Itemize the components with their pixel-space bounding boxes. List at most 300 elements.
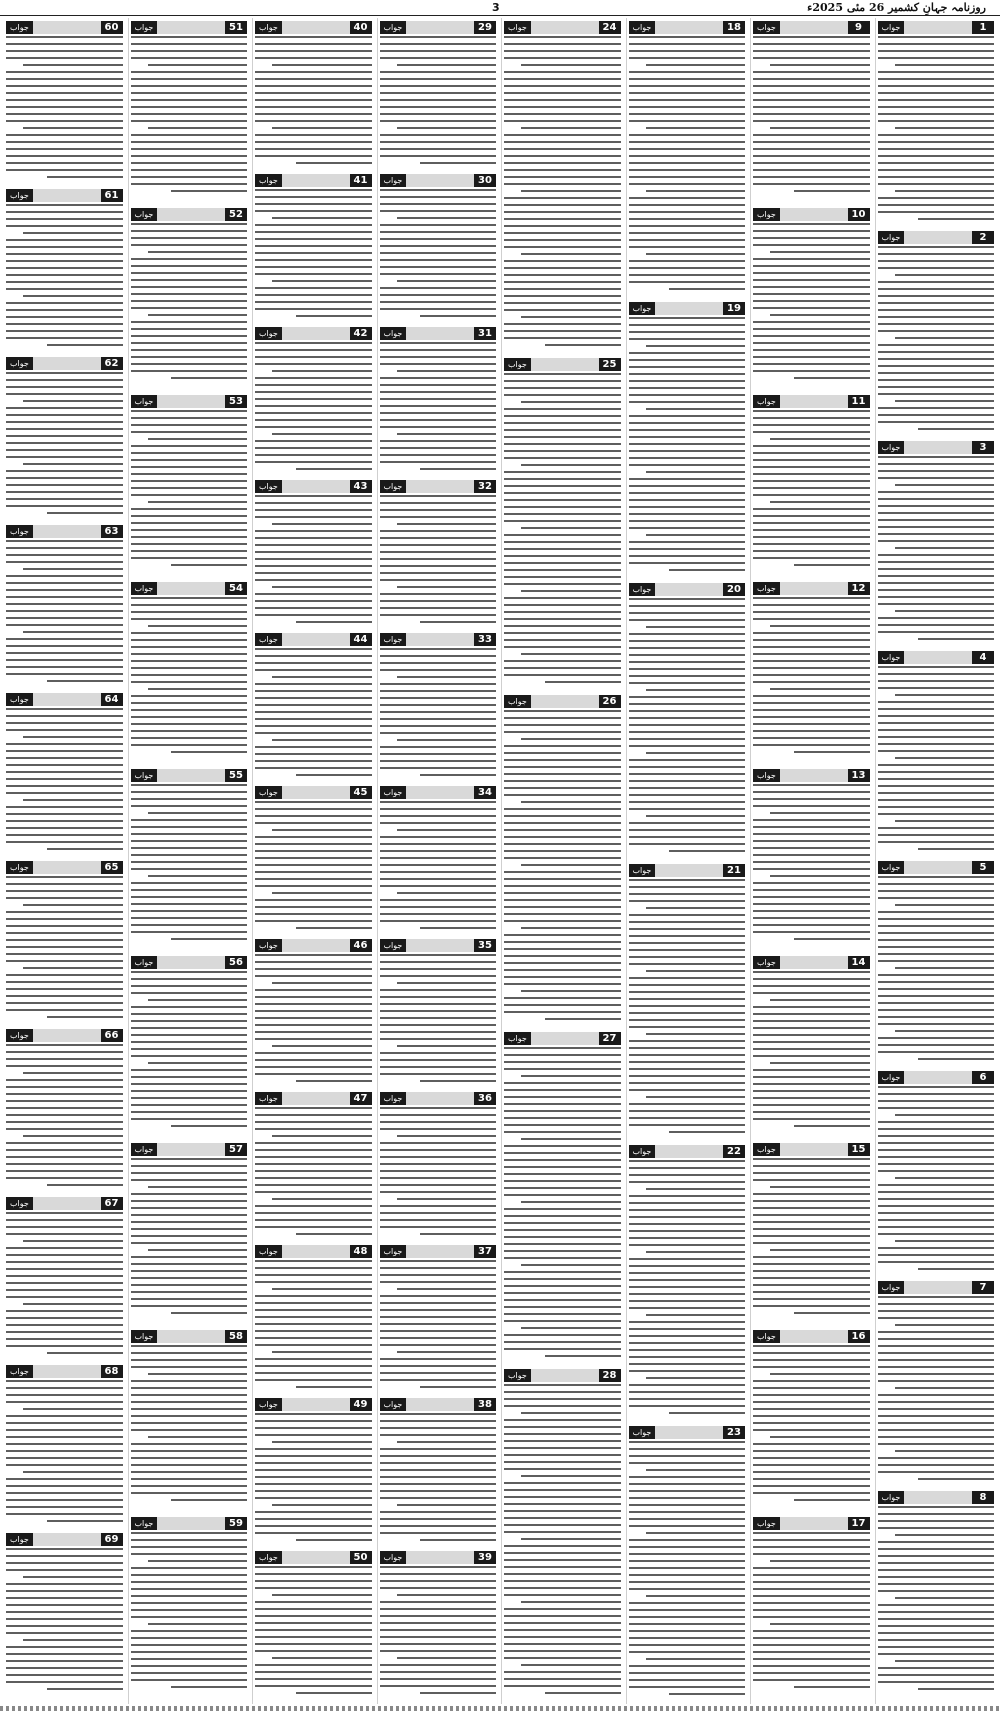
- text-line: [255, 808, 372, 810]
- text-line: [629, 1272, 746, 1274]
- text-line: [878, 1093, 995, 1095]
- text-line: [380, 607, 497, 609]
- text-line: [878, 834, 995, 836]
- text-line: [629, 612, 746, 614]
- question-header-bar: [157, 956, 225, 969]
- text-line: [629, 562, 746, 564]
- text-line: [255, 238, 372, 240]
- text-line: [255, 1226, 372, 1228]
- text-line: [131, 148, 248, 150]
- question-number: 61: [101, 189, 123, 202]
- text-line: [380, 1337, 497, 1339]
- text-line: [131, 903, 248, 905]
- question-block: [878, 228, 995, 438]
- text-line: [753, 1644, 870, 1646]
- text-line: [380, 864, 497, 866]
- question-number: 35: [474, 939, 496, 952]
- column: [377, 18, 499, 1704]
- text-line: [131, 1076, 248, 1078]
- answer-badge: جواب: [255, 786, 282, 799]
- text-line: [878, 981, 995, 983]
- text-line: [753, 1069, 870, 1071]
- text-line: [255, 99, 372, 101]
- text-line: [504, 1004, 621, 1006]
- text-line: [296, 927, 372, 929]
- text-line: [753, 1408, 870, 1410]
- text-line: [504, 485, 621, 487]
- question-number: 48: [350, 1245, 372, 1258]
- text-line: [504, 555, 621, 557]
- text-line: [629, 1209, 746, 1211]
- text-line: [878, 1296, 995, 1298]
- text-line: [380, 231, 497, 233]
- text-line: [504, 1054, 621, 1056]
- text-line: [6, 652, 123, 654]
- text-line: [255, 1622, 372, 1624]
- text-line: [255, 301, 372, 303]
- text-line: [753, 169, 870, 171]
- text-line: [255, 106, 372, 108]
- text-line: [504, 1510, 621, 1512]
- text-line: [272, 1045, 371, 1047]
- text-line: [6, 813, 123, 815]
- question-block: [255, 936, 372, 1089]
- question-number: 28: [599, 1369, 621, 1382]
- answer-text: [131, 223, 248, 392]
- question-number: 51: [225, 21, 247, 34]
- answer-text: [380, 1107, 497, 1242]
- text-line: [397, 1135, 496, 1137]
- text-line: [646, 1251, 745, 1253]
- text-line: [272, 1657, 371, 1659]
- text-line: [878, 631, 995, 633]
- text-line: [878, 883, 995, 885]
- text-line: [255, 36, 372, 38]
- text-line: [380, 1107, 497, 1109]
- text-line: [272, 1288, 371, 1290]
- text-line: [753, 349, 870, 351]
- text-line: [380, 1685, 497, 1687]
- question-block: [878, 438, 995, 648]
- text-line: [629, 1342, 746, 1344]
- text-line: [753, 1492, 870, 1494]
- question-block: [131, 1140, 248, 1327]
- text-line: [255, 1330, 372, 1332]
- text-line: [629, 977, 746, 979]
- text-line: [753, 709, 870, 711]
- text-line: [380, 530, 497, 532]
- question-header: [131, 21, 248, 34]
- text-line: [255, 1059, 372, 1061]
- text-line: [23, 799, 122, 801]
- text-line: [629, 1082, 746, 1084]
- text-line: [878, 785, 995, 787]
- question-block: [6, 354, 123, 522]
- text-line: [171, 1125, 247, 1127]
- text-line: [131, 737, 248, 739]
- text-line: [6, 890, 123, 892]
- question-header-bar: [33, 1365, 101, 1378]
- text-line: [397, 1198, 496, 1200]
- text-line: [878, 799, 995, 801]
- text-line: [753, 730, 870, 732]
- text-line: [255, 1212, 372, 1214]
- text-line: [6, 1212, 123, 1214]
- text-line: [878, 288, 995, 290]
- text-line: [131, 244, 248, 246]
- question-number: 33: [474, 633, 496, 646]
- text-line: [629, 1363, 746, 1365]
- text-line: [380, 1664, 497, 1666]
- text-line: [131, 176, 248, 178]
- text-line: [380, 1358, 497, 1360]
- text-line: [255, 113, 372, 115]
- question-header: [255, 327, 372, 340]
- question-header: [878, 861, 995, 874]
- question-header: [878, 651, 995, 664]
- text-line: [131, 1658, 248, 1660]
- text-line: [420, 927, 496, 929]
- text-line: [380, 1330, 497, 1332]
- text-line: [255, 294, 372, 296]
- text-line: [753, 71, 870, 73]
- text-line: [504, 1299, 621, 1301]
- question-header: [6, 357, 123, 370]
- text-line: [629, 696, 746, 698]
- text-line: [504, 1587, 621, 1589]
- text-line: [255, 203, 372, 205]
- text-line: [878, 155, 995, 157]
- question-header: [6, 1365, 123, 1378]
- text-line: [255, 1497, 372, 1499]
- text-line: [753, 1235, 870, 1237]
- question-block: [255, 477, 372, 630]
- question-header: [255, 1551, 372, 1564]
- text-line: [397, 1504, 496, 1506]
- question-header: [753, 956, 870, 969]
- text-line: [629, 232, 746, 234]
- question-number: 46: [350, 939, 372, 952]
- text-line: [397, 523, 496, 525]
- text-line: [6, 785, 123, 787]
- text-line: [878, 1611, 995, 1613]
- text-line: [878, 512, 995, 514]
- text-line: [131, 716, 248, 718]
- text-line: [629, 155, 746, 157]
- text-line: [770, 314, 869, 316]
- text-line: [629, 1265, 746, 1267]
- answer-text: [753, 410, 870, 579]
- question-number: 64: [101, 693, 123, 706]
- text-line: [131, 1609, 248, 1611]
- question-header: [380, 327, 497, 340]
- answer-text: [380, 1413, 497, 1548]
- text-line: [6, 617, 123, 619]
- text-line: [878, 134, 995, 136]
- text-line: [6, 778, 123, 780]
- text-line: [131, 992, 248, 994]
- question-header-bar: [33, 1533, 101, 1546]
- text-line: [23, 1303, 122, 1305]
- text-line: [918, 1058, 994, 1060]
- text-line: [255, 1017, 372, 1019]
- text-line: [878, 120, 995, 122]
- text-line: [255, 502, 372, 504]
- text-line: [753, 1158, 870, 1160]
- question-header-bar: [33, 357, 101, 370]
- text-line: [6, 1681, 123, 1683]
- text-line: [131, 1464, 248, 1466]
- question-header: [380, 1092, 497, 1105]
- text-line: [255, 530, 372, 532]
- text-line: [380, 975, 497, 977]
- text-line: [6, 218, 123, 220]
- text-line: [380, 1128, 497, 1130]
- text-line: [255, 461, 372, 463]
- text-line: [255, 1128, 372, 1130]
- question-header-bar: [780, 1517, 848, 1530]
- text-line: [878, 1135, 995, 1137]
- question-block: [878, 648, 995, 858]
- text-line: [878, 1219, 995, 1221]
- question-block: [753, 1327, 870, 1514]
- text-line: [131, 370, 248, 372]
- text-line: [131, 910, 248, 912]
- text-line: [878, 1191, 995, 1193]
- text-line: [521, 864, 620, 866]
- question-header-bar: [406, 1398, 474, 1411]
- question-number: 50: [350, 1551, 372, 1564]
- text-line: [255, 1281, 372, 1283]
- text-line: [380, 189, 497, 191]
- text-line: [878, 99, 995, 101]
- text-line: [770, 688, 869, 690]
- text-line: [504, 492, 621, 494]
- text-line: [255, 287, 372, 289]
- text-line: [521, 1264, 620, 1266]
- answer-text: [753, 1532, 870, 1701]
- text-line: [23, 568, 122, 570]
- text-line: [753, 1228, 870, 1230]
- text-line: [669, 569, 745, 571]
- text-line: [753, 342, 870, 344]
- answer-badge: جواب: [255, 1398, 282, 1411]
- text-line: [131, 1630, 248, 1632]
- text-line: [878, 617, 995, 619]
- text-line: [131, 1352, 248, 1354]
- text-line: [878, 1310, 995, 1312]
- text-line: [753, 480, 870, 482]
- text-line: [504, 267, 621, 269]
- text-line: [6, 71, 123, 73]
- text-line: [255, 1107, 372, 1109]
- text-line: [397, 64, 496, 66]
- text-line: [878, 1205, 995, 1207]
- text-line: [6, 1338, 123, 1340]
- question-number: 34: [474, 786, 496, 799]
- text-line: [629, 499, 746, 501]
- text-line: [504, 632, 621, 634]
- text-line: [380, 1212, 497, 1214]
- text-line: [629, 928, 746, 930]
- text-line: [255, 1038, 372, 1040]
- text-line: [131, 1097, 248, 1099]
- text-line: [753, 597, 870, 599]
- question-number: 63: [101, 525, 123, 538]
- text-line: [131, 141, 248, 143]
- text-line: [255, 1525, 372, 1527]
- text-line: [504, 815, 621, 817]
- text-line: [753, 258, 870, 260]
- text-line: [6, 827, 123, 829]
- text-line: [397, 1594, 496, 1596]
- text-line: [131, 611, 248, 613]
- question-number: 45: [350, 786, 372, 799]
- text-line: [148, 314, 247, 316]
- text-line: [272, 1594, 371, 1596]
- question-number: 37: [474, 1245, 496, 1258]
- text-line: [646, 1033, 745, 1035]
- text-line: [131, 917, 248, 919]
- text-line: [380, 1511, 497, 1513]
- text-line: [504, 1559, 621, 1561]
- text-line: [504, 955, 621, 957]
- text-line: [504, 667, 621, 669]
- text-line: [380, 440, 497, 442]
- question-number: 10: [848, 208, 870, 221]
- text-line: [6, 274, 123, 276]
- question-block: [753, 1140, 870, 1327]
- text-line: [753, 36, 870, 38]
- text-line: [878, 750, 995, 752]
- text-line: [629, 724, 746, 726]
- text-line: [878, 1331, 995, 1333]
- text-line: [878, 925, 995, 927]
- text-line: [753, 223, 870, 225]
- question-header-bar: [33, 1029, 101, 1042]
- question-number: 3: [972, 441, 994, 454]
- text-line: [6, 1597, 123, 1599]
- text-line: [6, 288, 123, 290]
- text-line: [131, 57, 248, 59]
- text-line: [878, 1415, 995, 1417]
- text-line: [504, 1278, 621, 1280]
- question-number: 54: [225, 582, 247, 595]
- text-line: [255, 1149, 372, 1151]
- question-header: [131, 208, 248, 221]
- text-line: [131, 833, 248, 835]
- text-line: [380, 1601, 497, 1603]
- text-line: [918, 218, 994, 220]
- text-line: [878, 1422, 995, 1424]
- text-line: [255, 1191, 372, 1193]
- text-line: [255, 120, 372, 122]
- text-line: [753, 702, 870, 704]
- text-line: [272, 370, 371, 372]
- answer-badge: جواب: [131, 21, 158, 34]
- text-line: [131, 1380, 248, 1382]
- question-header: [255, 786, 372, 799]
- text-line: [878, 1667, 995, 1669]
- text-line: [6, 106, 123, 108]
- text-line: [753, 85, 870, 87]
- text-line: [878, 372, 995, 374]
- text-line: [6, 1058, 123, 1060]
- text-line: [131, 1539, 248, 1541]
- text-line: [504, 1517, 621, 1519]
- answer-text: [380, 801, 497, 936]
- text-line: [397, 1288, 496, 1290]
- answer-badge: جواب: [255, 21, 282, 34]
- question-header-bar: [904, 1491, 972, 1504]
- text-line: [380, 1365, 497, 1367]
- answer-badge: جواب: [753, 1143, 780, 1156]
- text-line: [380, 377, 497, 379]
- question-number: 66: [101, 1029, 123, 1042]
- text-line: [753, 508, 870, 510]
- text-line: [6, 932, 123, 934]
- text-line: [255, 398, 372, 400]
- text-line: [878, 1471, 995, 1473]
- text-line: [753, 833, 870, 835]
- text-line: [504, 85, 621, 87]
- text-line: [6, 435, 123, 437]
- question-block: [255, 783, 372, 936]
- text-line: [629, 1054, 746, 1056]
- text-line: [504, 57, 621, 59]
- text-line: [131, 1471, 248, 1473]
- text-line: [521, 1475, 620, 1477]
- text-line: [629, 555, 746, 557]
- text-line: [131, 1443, 248, 1445]
- text-line: [895, 1030, 994, 1032]
- text-line: [504, 1082, 621, 1084]
- text-line: [521, 190, 620, 192]
- text-line: [504, 387, 621, 389]
- text-line: [878, 148, 995, 150]
- text-line: [629, 1005, 746, 1007]
- text-line: [753, 1602, 870, 1604]
- text-line: [272, 1351, 371, 1353]
- text-line: [753, 487, 870, 489]
- text-line: [380, 961, 497, 963]
- text-line: [504, 1489, 621, 1491]
- text-line: [131, 791, 248, 793]
- text-line: [6, 1569, 123, 1571]
- text-line: [753, 1471, 870, 1473]
- text-line: [878, 246, 995, 248]
- answer-badge: جواب: [255, 1551, 282, 1564]
- text-line: [272, 523, 371, 525]
- text-line: [131, 1006, 248, 1008]
- text-line: [6, 386, 123, 388]
- text-line: [131, 618, 248, 620]
- text-line: [878, 1618, 995, 1620]
- text-line: [646, 190, 745, 192]
- text-line: [629, 1672, 746, 1674]
- text-line: [753, 431, 870, 433]
- answer-badge: جواب: [6, 1029, 33, 1042]
- text-line: [255, 1566, 372, 1568]
- text-line: [504, 583, 621, 585]
- question-number: 22: [723, 1145, 745, 1158]
- text-line: [255, 1337, 372, 1339]
- text-line: [255, 1121, 372, 1123]
- text-line: [131, 660, 248, 662]
- text-line: [504, 162, 621, 164]
- question-header-bar: [33, 1197, 101, 1210]
- text-line: [504, 1482, 621, 1484]
